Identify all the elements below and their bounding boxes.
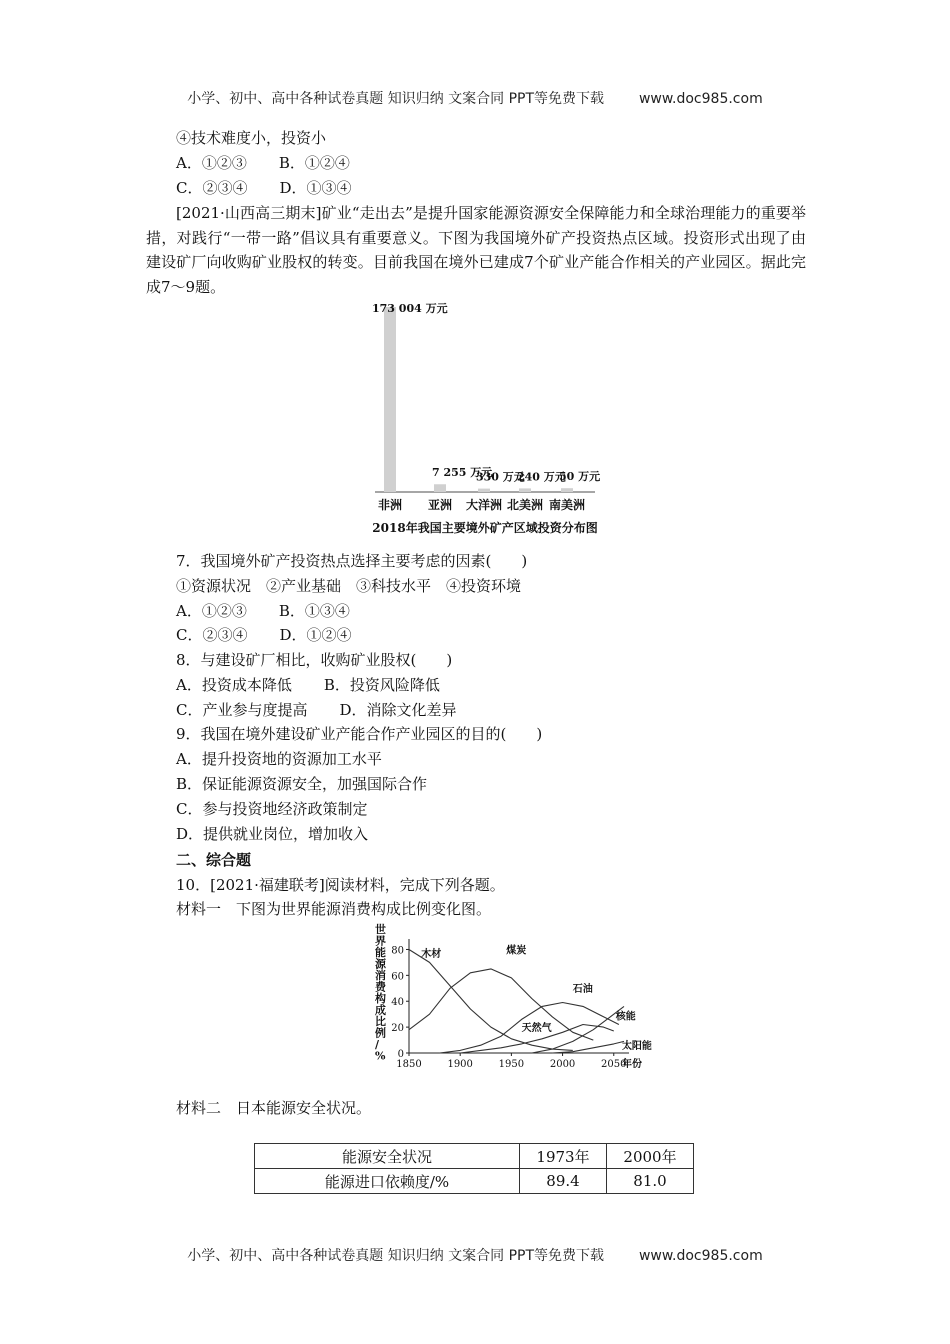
- footer-site: www.doc985.com: [638, 1248, 763, 1264]
- q7-items: ①资源状况 ②产业基础 ③科技水平 ④投资环境: [176, 577, 522, 595]
- table-cell: 能源进口依赖度/%: [255, 1169, 520, 1194]
- series-label: 煤炭: [506, 945, 527, 957]
- page-footer: [0, 1245, 950, 1265]
- q9-option-a: A．提升投资地的资源加工水平: [176, 750, 382, 768]
- intro-paragraph: [2021·山西高三期末]矿业“走出去”是提升国家能源资源安全保障能力和全球治理能力的重要举措，对践行“一带一路”倡议具有重要意义。下图为我国境外矿产投资热点区域。投资形式出现了由建设矿厂向收购矿业股权的转变。目前我国在境外已建成7个矿业产能合作相关的产业园区。据此完成7～9题。: [146, 204, 806, 296]
- q7-options-ab: [176, 601, 350, 621]
- y-tick-label: 80: [391, 945, 404, 957]
- header-text: 小学、初中、高中各种试卷真题 知识归纳 文案合同 PPT等免费下载: [187, 91, 605, 107]
- bar-chart-title: 2018年我国主要境外矿产区域投资分布图: [372, 521, 598, 535]
- material-1: 材料一 下图为世界能源消费构成比例变化图。: [176, 900, 492, 918]
- table-header-cell: 能源安全状况: [255, 1144, 520, 1169]
- x-tick-label: 2050: [601, 1059, 627, 1070]
- prev-option-a: A．①②③: [176, 154, 247, 172]
- bar-value-label: 330 万元: [476, 470, 525, 484]
- prev-option-b: B．①②④: [278, 154, 350, 172]
- q8-option-a: A．投资成本降低: [176, 676, 292, 694]
- table-cell: 89.4: [520, 1169, 607, 1194]
- y-tick-label: 20: [391, 1023, 404, 1035]
- q9-option-b: B．保证能源资源安全，加强国际合作: [176, 775, 428, 793]
- q7-stem: 7．我国境外矿产投资热点选择主要考虑的因素( ): [176, 552, 528, 570]
- series-label: 石油: [572, 984, 593, 996]
- q9-option-c: C．参与投资地经济政策制定: [176, 800, 368, 818]
- bar: [561, 488, 573, 492]
- x-axis-label: 年份: [622, 1059, 642, 1070]
- prev-options-ab: [176, 153, 350, 173]
- bar-category-label: 亚洲: [427, 498, 453, 512]
- series-label: 太阳能: [621, 1041, 652, 1053]
- y-tick-label: 60: [391, 971, 404, 983]
- prev-option-d: D．①③④: [279, 179, 352, 197]
- bar: [519, 488, 531, 492]
- series-line: [552, 1041, 624, 1053]
- table-row: [255, 1169, 694, 1194]
- x-tick-label: 1850: [396, 1059, 422, 1070]
- q8-options-ab: [176, 675, 440, 695]
- series-line: [409, 969, 593, 1040]
- bar-value-label: 240 万元: [517, 470, 566, 484]
- q10-stem: 10．[2021·福建联考]阅读材料，完成下列各题。: [176, 876, 505, 894]
- x-tick-label: 1900: [447, 1059, 473, 1070]
- q8-option-b: B．投资风险降低: [323, 676, 440, 694]
- bar-category-label: 南美洲: [548, 498, 586, 512]
- bar: [384, 307, 396, 492]
- series-line: [409, 950, 573, 1051]
- bar-category-label: 北美洲: [506, 498, 544, 512]
- bar: [478, 489, 490, 492]
- q8-options-cd: [176, 700, 457, 720]
- prev-item-4: ④技术难度小，投资小: [176, 129, 327, 147]
- table-header-cell: 1973年: [520, 1144, 607, 1169]
- table-header-cell: 2000年: [607, 1144, 694, 1169]
- q7-option-a: A．①②③: [176, 602, 247, 620]
- bar-category-label: 大洋洲: [465, 498, 503, 512]
- q8-stem: 8．与建设矿厂相比，收购矿业股权( ): [176, 651, 453, 669]
- y-tick-label: 0: [397, 1049, 404, 1060]
- x-tick-label: 1950: [498, 1059, 525, 1070]
- y-tick-label: 40: [391, 997, 404, 1009]
- q7-options-cd: [176, 625, 352, 645]
- table-cell: 81.0: [607, 1169, 694, 1194]
- bar: [434, 484, 446, 492]
- energy-line-chart: [364, 923, 652, 1075]
- q7-option-b: B．①③④: [278, 602, 350, 620]
- series-label: 核能: [615, 1011, 636, 1023]
- energy-security-table: [254, 1143, 694, 1194]
- q7-option-c: C．②③④: [176, 626, 248, 644]
- q7-option-d: D．①②④: [279, 626, 352, 644]
- footer-text: 小学、初中、高中各种试卷真题 知识归纳 文案合同 PPT等免费下载: [187, 1248, 605, 1264]
- material-2: 材料二 日本能源安全状况。: [176, 1099, 372, 1117]
- section-title: 二、综合题: [176, 851, 252, 869]
- prev-options-cd: [176, 178, 352, 198]
- q9-stem: 9．我国在境外建设矿业产能合作产业园区的目的( ): [176, 725, 543, 743]
- q9-option-d: D．提供就业岗位，增加收入: [176, 825, 369, 843]
- header-site: www.doc985.com: [638, 91, 763, 107]
- x-tick-label: 2000: [549, 1059, 576, 1070]
- prev-option-c: C．②③④: [176, 179, 248, 197]
- q8-option-c: C．产业参与度提高: [176, 701, 308, 719]
- table-header-row: [255, 1144, 694, 1169]
- bar-value-label: 50 万元: [559, 470, 601, 484]
- q8-option-d: D．消除文化差异: [339, 701, 457, 719]
- bar-value-label: 7 255 万元: [432, 466, 493, 480]
- series-label: 木材: [421, 949, 442, 961]
- bar-value-label: 173 004 万元: [372, 302, 448, 315]
- series-label: 天然气: [521, 1023, 552, 1034]
- y-axis-label: 世界能源消费构成比例/ %: [375, 923, 386, 1063]
- page-header: [0, 88, 950, 108]
- investment-bar-chart: [360, 292, 660, 542]
- bar-category-label: 非洲: [377, 498, 403, 512]
